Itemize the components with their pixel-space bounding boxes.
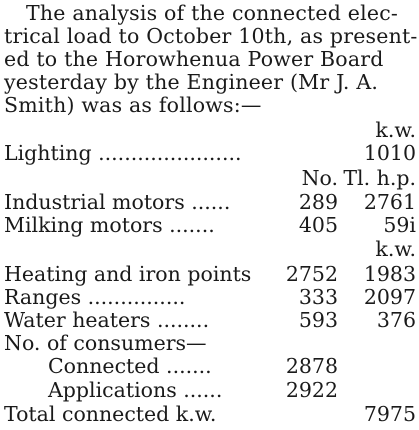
intro-line-1: The analysis of the connected elec- [26, 1, 399, 25]
intro-line-4: yesterday by the Engineer (Mr J. A. [4, 70, 379, 94]
intro-line-5: Smith) was as follows:— [4, 93, 262, 117]
row-count: 405 [298, 213, 338, 237]
row-count: 289 [298, 190, 338, 214]
row-label: Heating and iron points [4, 262, 252, 286]
row-label: Lighting ...................... [4, 141, 242, 165]
row-connected [4, 354, 416, 378]
header-row-2 [4, 166, 416, 190]
row-count: 2752 [285, 262, 338, 286]
row-label: Applications ...... [48, 378, 223, 402]
row-label: Water heaters ........ [4, 308, 210, 332]
intro-line-3: ed to the Horowhenua Power Board [4, 47, 384, 71]
row-label: No. of consumers— [4, 331, 207, 355]
row-value: 2761 [363, 190, 416, 214]
row-applications [4, 378, 416, 402]
row-count: 333 [298, 285, 338, 309]
row-heating [4, 262, 416, 286]
row-ranges [4, 285, 416, 309]
header-no: No. [301, 166, 338, 190]
row-label: Connected ....... [48, 354, 212, 378]
row-value: 59i [383, 213, 416, 237]
intro-line-2: trical load to October 10th, as present- [4, 24, 418, 48]
row-label: Ranges ............... [4, 285, 186, 309]
row-consumers-heading [4, 331, 416, 355]
row-milking-motors [4, 213, 416, 237]
kw-header-row-2 [4, 237, 416, 261]
header-hp: Tl. h.p. [343, 166, 416, 190]
row-industrial-motors [4, 190, 416, 214]
row-value: 376 [376, 308, 416, 332]
row-count: 2878 [285, 354, 338, 378]
row-label: Total connected k.w. [4, 402, 217, 426]
row-value: 1983 [363, 262, 416, 286]
row-label: Milking motors ....... [4, 213, 215, 237]
row-label: Industrial motors ...... [4, 190, 231, 214]
row-count: 593 [298, 308, 338, 332]
row-total [4, 402, 416, 426]
row-value: 7975 [363, 402, 416, 426]
kw-header-2: k.w. [375, 237, 416, 261]
kw-header-1: k.w. [375, 118, 416, 142]
row-lighting [4, 141, 416, 165]
row-count: 2922 [285, 378, 338, 402]
row-value: 2097 [363, 285, 416, 309]
row-value: 1010 [363, 141, 416, 165]
kw-header-row-1 [4, 118, 416, 142]
row-water-heaters [4, 308, 416, 332]
